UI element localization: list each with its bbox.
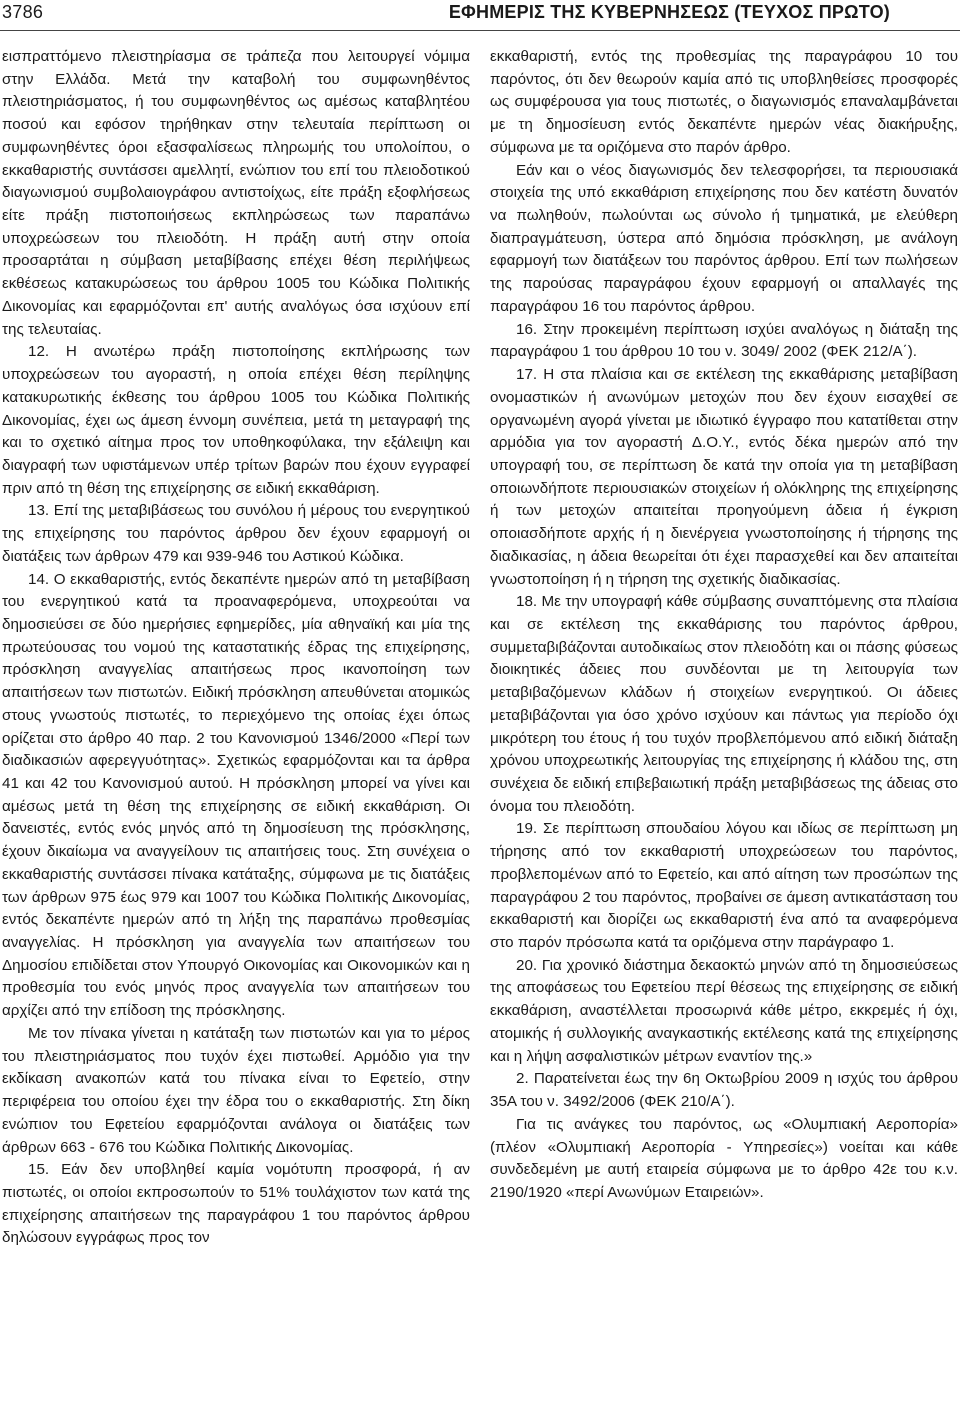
paragraph: 2. Παρατείνεται έως την 6η Οκτωβρίου 2009 η ισχύς του άρθρου 35Α του ν. 3492/2006 (ΦΕΚ 210/Α΄). [490,1070,958,1111]
paragraph: 14. Ο εκκαθαριστής, εντός δεκαπέντε ημερών από τη μεταβίβαση του ενεργητικού κατά τα προαναφερόμενα, υποχρεούται να δημοσιεύσει σε δύο ημερήσιες εφημερίδες, μία αθηναϊκή και μία της πρωτεύουσας του νομού της καταστατικής έδρας της επιχείρησης, πρόσκληση αναγγελίας απαιτήσεως προς ικανοποίηση των απαιτήσεων των πιστωτών. Ειδική πρόσκληση απευθύνεται ατομικώς στους γνωστούς πιστωτές, το περιεχόμενο της οποίας έχει όπως ορίζεται στο άρθρο 40 παρ. 2 του Κανονισμού 1346/2000 «Περί των διαδικασιών αφερεγγυότητας». Σχετικώς εφαρμόζονται και τα άρθρα 41 και 42 του Κανονισμού αυτού. Η πρόσκληση μπορεί να γίνει και αμέσως μετά τη θέση της επιχείρησης σε ειδική εκκαθάριση. Οι δανειστές, εντός ενός μηνός από τη δημοσίευση της πρόσκλησης, έχουν δικαίωμα να αναγγείλουν τις απαιτήσεις τους. Στη συνέχεια ο εκκαθαριστής συντάσσει πίνακα κατάταξης, σύμφωνα με τις διατάξεις των άρθρων 975 έως 979 και 1007 του Κώδικα Πολιτικής Δικονομίας, εντός δεκαπέντε ημερών από τη λήξη της παραπάνω προθεσμίας αναγγελίας. Η πρόσκληση για αναγγελία των απαιτήσεων του Δημοσίου επιδίδεται στον Υπουργό Οικονομίας και Οικονομικών και η προθεσμία του ενός μηνός προς αναγγελία των απαιτήσεων του αρχίζει από την επίδοση της πρόσκλησης. [2,570,470,1020]
page-header [0,0,960,38]
paragraph: 19. Σε περίπτωση σπουδαίου λόγου και ιδίως σε περίπτωση μη τήρησης από τον εκκαθαριστή υποχρεώσεων του παρόντος, προβλεπομένων από το Εφετείο, και από αίτηση των προσώπων της παραγράφου 2 του παρόντος, προβαίνει σε άμεση αντικατάσταση του εκκαθαριστή και διορίζει ως εκκαθαριστή ένα από τα αναφερόμενα στο παρόν πρόσωπα κατά τα οριζόμενα στην παράγραφο 1. [490,820,958,952]
paragraph: Με τον πίνακα γίνεται η κατάταξη των πιστωτών και για το μέρος του πλειστηριάσματος που τυχόν έχει πιστωθεί. Αρμόδιο για την εκδίκαση ανακοπών κατά του πίνακα είναι το Εφετείο, στην περιφέρεια του οποίου έχει την έδρα του ο εκκαθαριστής. Στη δίκη ενώπιον του Εφετείου εφαρμόζονται ανάλογα οι διατάξεις των άρθρων 663 - 676 του Κώδικα Πολιτικής Δικονομίας. [2,1024,470,1156]
page-number: 3786 [2,2,44,22]
paragraph: εισπραττόμενο πλειστηρίασμα σε τράπεζα που λειτουργεί νόμιμα στην Ελλάδα. Μετά την καταβολή του συμφωνηθέντος πλειστηριάσματος, ή του συμφωνηθέντος ως αμέσως καταβλητέου ποσού και εφόσον τηρήθηκαν στην τελευταία περίπτωση οι συμφωνηθέντες όροι εξασφαλίσεως πληρωμής του υπολοίπου, ο εκκαθαριστής συντάσσει αμελλητί, ενώπιον του επί του πλειοδοτικού διαγωνισμού συμβολαιογράφου αντιστοίχως, είτε πράξη εξοφλήσεως είτε πράξη πιστοποιήσεως εκπληρώσεως των παραπάνω υποχρεώσεων του πλειοδότη. Η πράξη αυτή στην οποία προσαρτάται η σύμβαση μεταβίβασης επέχει θέση περιλήψεως εκθέσεως κατακυρώσεως του άρθρου 1005 του Κώδικα Πολιτικής Δικονομίας και εφαρμόζονται επ' αυτής αναλόγως όσα ισχύουν επί της τελευταίας. [2,48,470,338]
paragraph: 17. Η στα πλαίσια και σε εκτέλεση της εκκαθάρισης μεταβίβαση ονομαστικών ή ανωνύμων μετοχών που δεν έχουν εισαχθεί σε οργανωμένη αγορά γίνεται με ιδιωτικό έγγραφο που κατατίθεται στην αρμόδια για τον αγοραστή Δ.Ο.Υ., εντός δέκα ημερών από την υπογραφή του, σε περίπτωση δε κατά την οποία για τη μεταβίβαση οποιωνδήποτε περιουσιακών στοιχείων ή ολόκληρης της επιχείρησης ή των μετοχών απαιτείται προηγούμενη άδεια ή έγκριση οποιασδήποτε αρχής ή η διενέργεια γνωστοποίησης ή τήρησης της διαδικασίας, η άδεια θεωρείται ότι έχει παρασχεθεί και δεν απαιτείται γνωστοποίηση ή η τήρηση της σχετικής διαδικασίας. [490,366,958,588]
paragraph: 12. Η ανωτέρω πράξη πιστοποίησης εκπλήρωσης των υποχρεώσεων του αγοραστή, η οποία επέχει θέση περίληψης κατακυρωτικής έκθεσης του άρθρου 1005 του Κώδικα Πολιτικής Δικονομίας, έχει ως άμεση έννομη συνέπεια, μετά τη μεταγραφή της και το σχετικό αίτημα προς τον υποθηκοφύλακα, την εξάλειψη και διαγραφή των υφιστάμενων υπέρ τρίτων βαρών που έχουν εγγραφεί πριν από τη θέση της επιχείρησης σε ειδική εκκαθάριση. [2,343,470,497]
paragraph: 13. Επί της μεταβιβάσεως του συνόλου ή μέρους του ενεργητικού της επιχείρησης του παρόντος άρθρου δεν έχουν εφαρμογή οι διατάξεις των άρθρων 479 και 939-946 του Αστικού Κώδικα. [2,502,470,565]
right-column [490,46,958,1205]
paragraph: 15. Εάν δεν υποβληθεί καμία νομότυπη προσφορά, ή αν πιστωτές, οι οποίοι εκπροσωπούν το 51% τουλάχιστον των κατά της επιχείρησης απαιτήσεων της παραγράφου 1 του παρόντος άρθρου δηλώσουν εγγράφως προς τον [2,1161,470,1247]
paragraph: εκκαθαριστή, εντός της προθεσμίας της παραγράφου 10 του παρόντος, ότι δεν θεωρούν καμία από τις υποβληθείσες προσφορές ως συμφέρουσα για τους πιστωτές, ο διαγωνισμός επαναλαμβάνεται με τη δημοσίευση εντός δεκαπέντε ημερών νέας διακήρυξης, σύμφωνα με τα οριζόμενα στο παρόν άρθρο. [490,48,958,156]
header-rule [0,30,960,31]
paragraph: Εάν και ο νέος διαγωνισμός δεν τελεσφορήσει, τα περιουσιακά στοιχεία της υπό εκκαθάριση επιχείρησης που δεν κατέστη δυνατόν να πωληθούν, πωλούνται ως σύνολο ή τμηματικά, με ελεύθερη διαπραγμάτευση, ύστερα από δημόσια πρόσκληση, με ανάλογη εφαρμογή των διατάξεων του παρόντος άρθρου. Επί των πωλήσεων της παρούσας παραγράφου έχουν εφαρμογή οι απαλλαγές της παραγράφου 16 του παρόντος άρθρου. [490,161,958,315]
left-column [2,46,470,1250]
paragraph: Για τις ανάγκες του παρόντος, ως «Ολυμπιακή Αεροπορία» (πλέον «Ολυμπιακή Αεροπορία - Υπηρεσίες») νοείται και κάθε συνδεδεμένη με αυτή εταιρεία σύμφωνα με το άρθρο 42ε του κ.ν. 2190/1920 «περί Ανωνύμων Εταιρειών». [490,1115,958,1201]
paragraph: 18. Με την υπογραφή κάθε σύμβασης συναπτόμενης στα πλαίσια και σε εκτέλεση της εκκαθάρισης του παρόντος άρθρου, συμμεταβιβάζονται αυτοδικαίως στον πλειοδότη και οι πάσης φύσεως διοικητικές άδειες που συνδέονται με τη λειτουργία των μεταβιβαζόμενων κλάδων ή στοιχείων ενεργητικού. Οι άδειες μεταβιβάζονται για όσο χρόνο ισχύουν και πάντως για περίοδο όχι μικρότερη του έτους ή του τυχόν προβλεπόμενου από ειδική διάταξη χρόνου υποχρεωτικής λειτουργίας της επιχείρησης ή κλάδου της, στη συνέχεια δε ειδική επιβεβαιωτική πράξη μεταβιβάσεως της άδειας στο όνομα του πλειοδότη. [490,593,958,815]
journal-title: ΕΦΗΜΕΡΙΣ ΤΗΣ ΚΥΒΕΡΝΗΣΕΩΣ (ΤΕΥΧΟΣ ΠΡΩΤΟ) [448,2,890,22]
paragraph: 20. Για χρονικό διάστημα δεκαοκτώ μηνών από τη δημοσιεύσεως της αποφάσεως του Εφετείου περί θέσεως της επιχείρησης σε ειδική εκκαθάριση, αναστέλλεται προσωρινά κάθε μέτρο, εκκρεμές ή όχι, ατομικής ή συλλογικής αναγκαστικής εκτέλεσης κατά της επιχείρησης και η λήψη ασφαλιστικών μέτρων εναντίον της.» [490,956,958,1065]
paragraph: 16. Στην προκειμένη περίπτωση ισχύει αναλόγως η διάταξη της παραγράφου 1 του άρθρου 10 του ν. 3049/ 2002 (ΦΕΚ 212/Α΄). [490,320,958,361]
